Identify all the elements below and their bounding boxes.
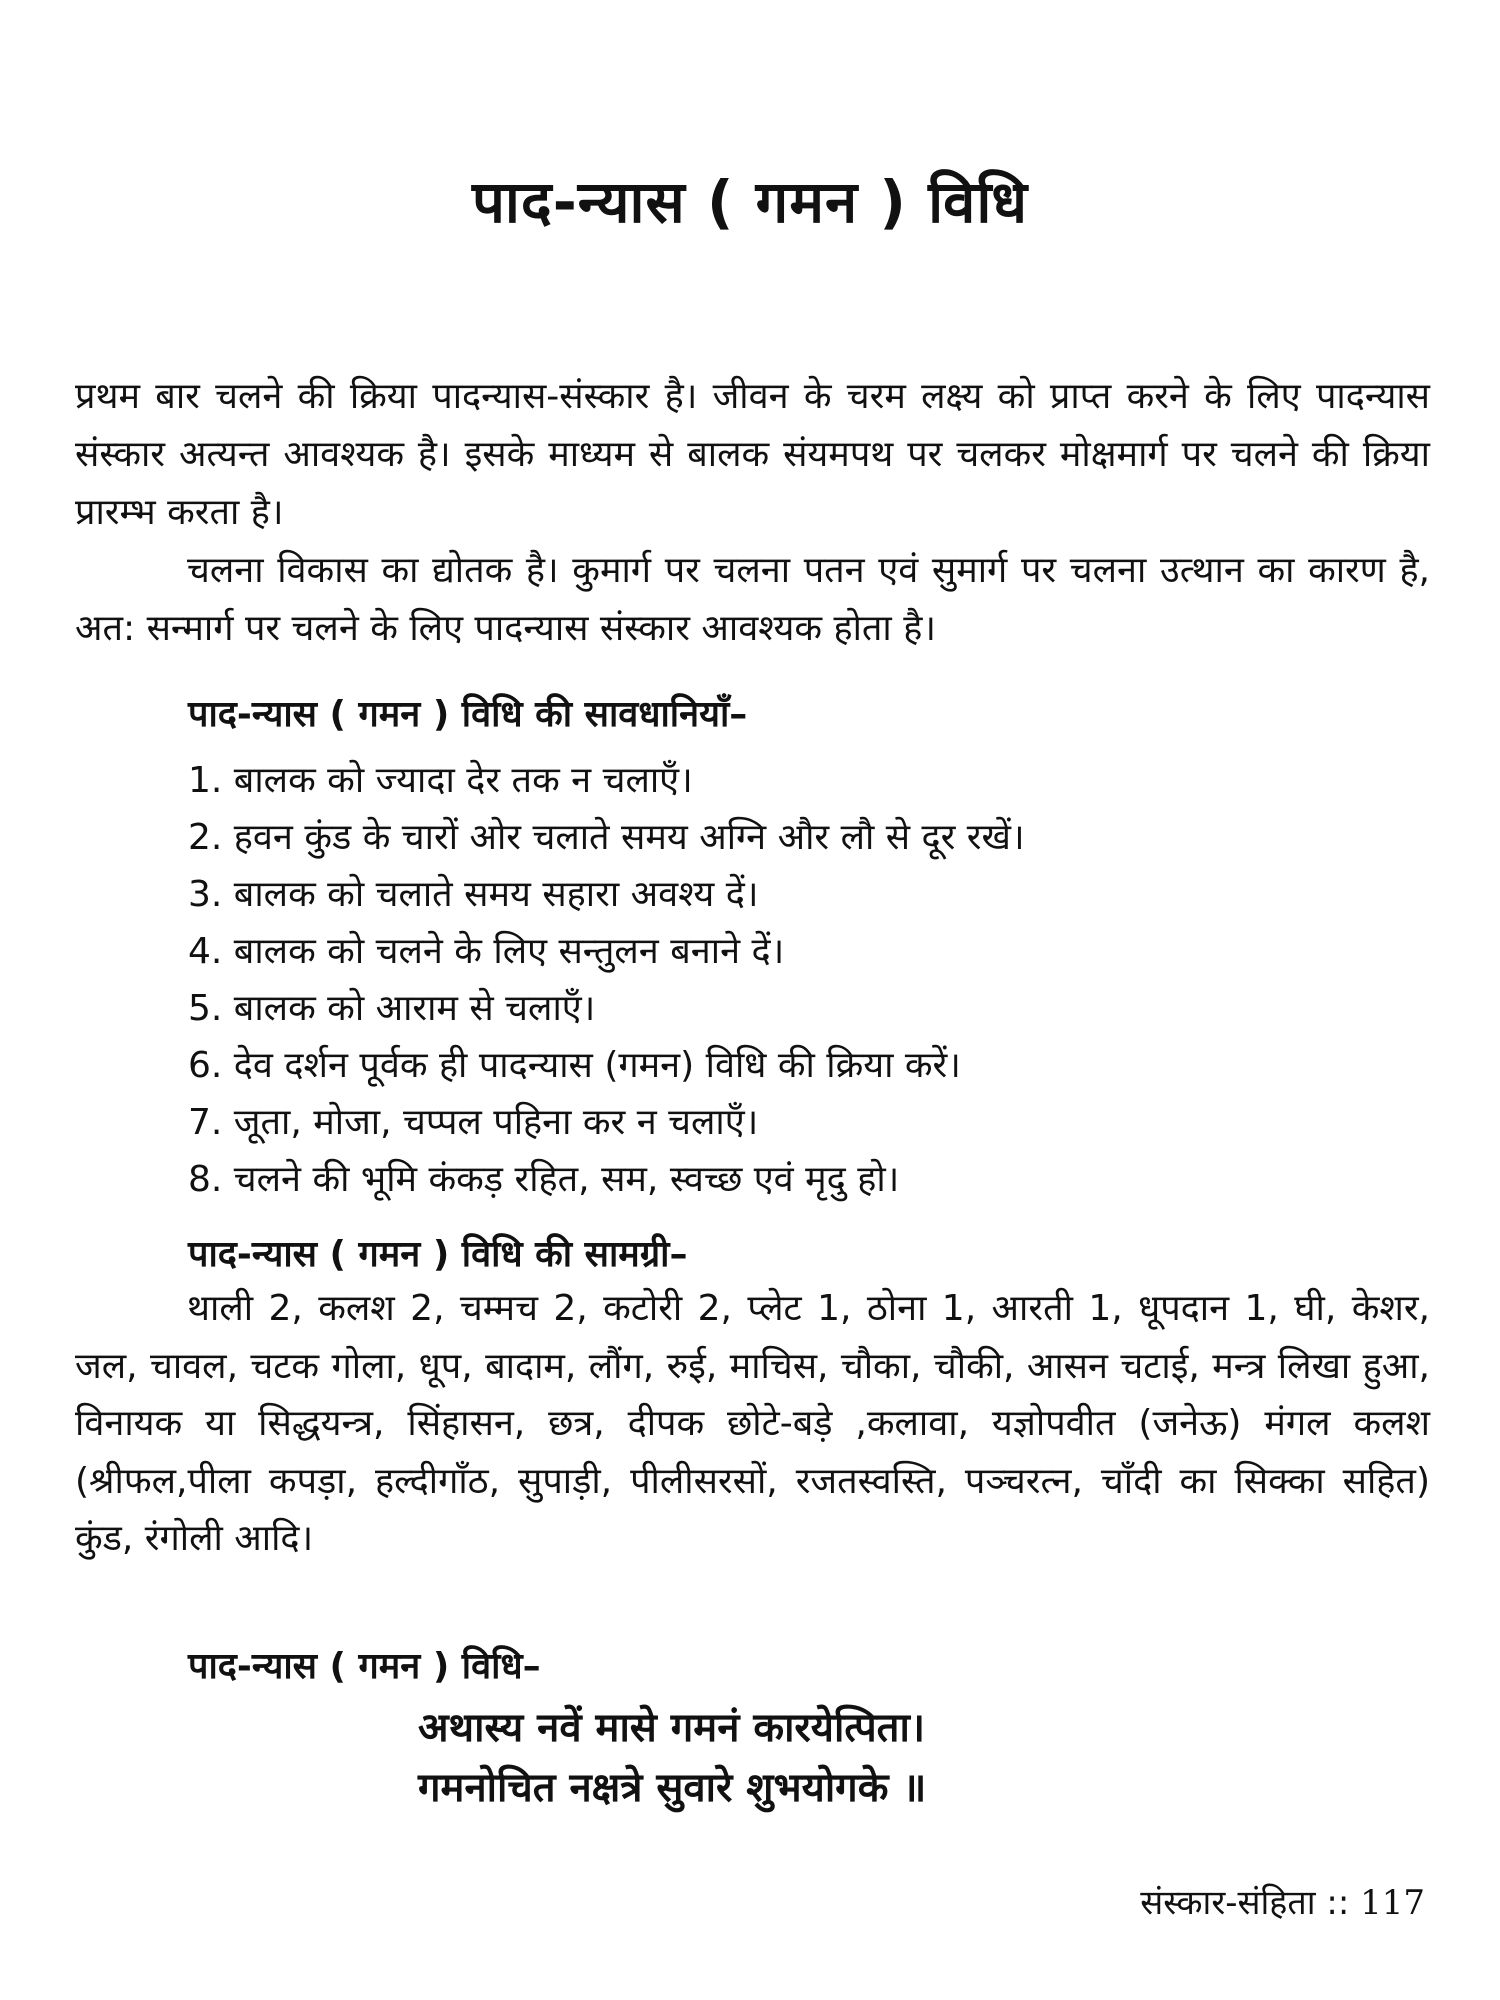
list-item: 7. जूता, मोजा, चप्पल पहिना कर न चलाएँ। <box>188 1102 759 1143</box>
intro-paragraph-1: प्रथम बार चलने की क्रिया पादन्यास-संस्कार है। जीवन के चरम लक्ष्य को प्राप्त करने के लिए पादन्यास संस्कार अत्यन्त आवश्यक है। इसके माध्यम से बालक संयमपथ पर चलकर मोक्षमार्ग पर चलने की क्रिया प्रारम्भ करता है। <box>75 376 1430 533</box>
verse-line-1: अथास्य नवें मासे गमनं कारयेत्पिता। <box>418 1705 925 1751</box>
list-item: 1. बालक को ज्यादा देर तक न चलाएँ। <box>188 760 693 801</box>
list-item: 8. चलने की भूमि कंकड़ रहित, सम, स्वच्छ एवं मृदु हो। <box>188 1159 900 1200</box>
intro-section <box>75 368 1430 658</box>
list-item: 2. हवन कुंड के चारों ओर चलाते समय अग्नि और लौ से दूर रखें। <box>188 817 1025 858</box>
page-number: 117 <box>1360 1883 1425 1923</box>
method-heading: पाद-न्यास ( गमन ) विधि– <box>188 1646 541 1687</box>
page-title: पाद-न्यास ( गमन ) विधि <box>471 168 1029 236</box>
materials-paragraph: थाली 2, कलश 2, चम्मच 2, कटोरी 2, प्लेट 1, ठोना 1, आरती 1, धूपदान 1, घी, केशर, जल, चावल, चटक गोला, धूप, बादाम, लौंग, रुई, माचिस, चौका, चौकी, आसन चटाई, मन्त्र लिखा हुआ, विनायक या सिद्धयन्त्र, सिंहासन, छत्र, दीपक छोटे-बड़े ,कलावा, यज्ञोपवीत (जनेऊ) मंगल कलश (श्रीफल,पीला कपड़ा, हल्दीगाँठ, सुपाड़ी, पीलीसरसों, रजतस्वस्ति, पञ्चरत्न, चाँदी का सिक्का सहित) कुंड, रंगोली आदि। <box>75 1288 1430 1559</box>
verse-line-2: गमनोचित नक्षत्रे सुवारे शुभयोगके ॥ <box>418 1765 927 1811</box>
list-item: 3. बालक को चलाते समय सहारा अवश्य दें। <box>188 874 759 915</box>
intro-paragraph-2: चलना विकास का द्योतक है। कुमार्ग पर चलना पतन एवं सुमार्ग पर चलना उत्थान का कारण है, अत: सन्मार्ग पर चलने के लिए पादन्यास संस्कार आवश्यक होता है। <box>75 550 1430 649</box>
page-footer <box>1140 1878 1425 1924</box>
footer-book-title: संस्कार-संहिता :: <box>1140 1883 1350 1923</box>
precautions-heading: पाद-न्यास ( गमन ) विधि की सावधानियाँ– <box>188 694 748 735</box>
materials-heading: पाद-न्यास ( गमन ) विधि की सामग्री– <box>188 1234 688 1275</box>
list-item: 4. बालक को चलने के लिए सन्तुलन बनाने दें। <box>188 931 785 972</box>
precautions-list <box>188 752 1428 1208</box>
list-item: 6. देव दर्शन पूर्वक ही पादन्यास (गमन) विधि की क्रिया करें। <box>188 1045 961 1086</box>
list-item: 5. बालक को आराम से चलाएँ। <box>188 988 596 1029</box>
